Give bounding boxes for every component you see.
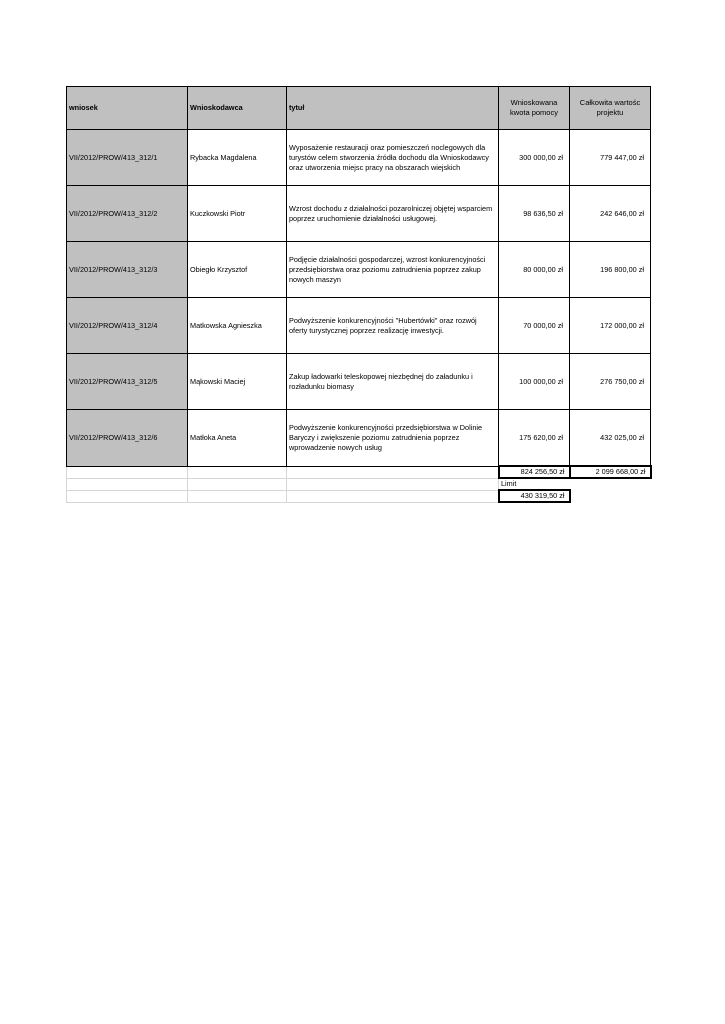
application-id: VII/2012/PROW/413_312/6 bbox=[67, 410, 188, 467]
application-id: VII/2012/PROW/413_312/4 bbox=[67, 298, 188, 354]
grant-applications-sheet bbox=[66, 86, 652, 503]
empty-cell bbox=[188, 490, 287, 502]
empty-cell bbox=[287, 466, 499, 478]
table-row bbox=[67, 130, 651, 186]
header-total-value: Całkowita wartośc projektu bbox=[570, 87, 651, 130]
requested-amount: 70 000,00 zł bbox=[499, 298, 570, 354]
table-row bbox=[67, 298, 651, 354]
limit-value: 430 319,50 zł bbox=[499, 490, 570, 502]
total-value-sum: 2 099 668,00 zł bbox=[570, 466, 651, 478]
total-value: 779 447,00 zł bbox=[570, 130, 651, 186]
total-value: 276 750,00 zł bbox=[570, 354, 651, 410]
project-title: Podwyższenie konkurencyjności "Hubertówki" oraz rozwój oferty turystycznej poprzez realizację inwestycji. bbox=[287, 298, 499, 354]
applicant-name: Kuczkowski Piotr bbox=[188, 186, 287, 242]
limit-label: Limit bbox=[499, 478, 570, 490]
requested-amount: 98 636,50 zł bbox=[499, 186, 570, 242]
empty-cell bbox=[67, 466, 188, 478]
total-value: 432 025,00 zł bbox=[570, 410, 651, 467]
table-row bbox=[67, 186, 651, 242]
total-value: 196 800,00 zł bbox=[570, 242, 651, 298]
requested-amount: 175 620,00 zł bbox=[499, 410, 570, 467]
limit-value-row bbox=[67, 490, 651, 502]
project-title: Podjęcie działalności gospodarczej, wzrost konkurencyjności przedsiębiorstwa oraz poziomu zatrudnienia poprzez zakup nowych maszyn bbox=[287, 242, 499, 298]
totals-row bbox=[67, 466, 651, 478]
application-id: VII/2012/PROW/413_312/1 bbox=[67, 130, 188, 186]
empty-cell bbox=[570, 478, 651, 490]
applicant-name: Rybacka Magdalena bbox=[188, 130, 287, 186]
project-title: Wyposażenie restauracji oraz pomieszczeń noclegowych dla turystów celem stworzenia źródła dochodu dla Wnioskodawcy oraz utworzenia miejsc pracy na obszarach wiejskich bbox=[287, 130, 499, 186]
project-title: Podwyższenie konkurencyjności przedsiębiorstwa w Dolinie Baryczy i zwiększenie poziomu zatrudnienia poprzez wprowadzenie nowych usług bbox=[287, 410, 499, 467]
project-title: Zakup ładowarki teleskopowej niezbędnej do załadunku i rozładunku biomasy bbox=[287, 354, 499, 410]
requested-amount: 80 000,00 zł bbox=[499, 242, 570, 298]
empty-cell bbox=[67, 478, 188, 490]
empty-cell bbox=[67, 490, 188, 502]
header-wniosek: wniosek bbox=[67, 87, 188, 130]
empty-cell bbox=[188, 478, 287, 490]
applicant-name: Matkowska Agnieszka bbox=[188, 298, 287, 354]
empty-cell bbox=[188, 466, 287, 478]
applicant-name: Obiegło Krzysztof bbox=[188, 242, 287, 298]
table-row bbox=[67, 242, 651, 298]
applications-table bbox=[66, 86, 652, 503]
application-id: VII/2012/PROW/413_312/2 bbox=[67, 186, 188, 242]
requested-amount: 100 000,00 zł bbox=[499, 354, 570, 410]
limit-label-row bbox=[67, 478, 651, 490]
header-requested-amount: Wnioskowana kwota pomocy bbox=[499, 87, 570, 130]
requested-amount-sum: 824 256,50 zł bbox=[499, 466, 570, 478]
table-row bbox=[67, 354, 651, 410]
empty-cell bbox=[570, 490, 651, 502]
table-row bbox=[67, 410, 651, 467]
application-id: VII/2012/PROW/413_312/5 bbox=[67, 354, 188, 410]
application-id: VII/2012/PROW/413_312/3 bbox=[67, 242, 188, 298]
requested-amount: 300 000,00 zł bbox=[499, 130, 570, 186]
applicant-name: Mąkowski Maciej bbox=[188, 354, 287, 410]
total-value: 172 000,00 zł bbox=[570, 298, 651, 354]
empty-cell bbox=[287, 490, 499, 502]
header-wnioskodawca: Wnioskodawca bbox=[188, 87, 287, 130]
header-row bbox=[67, 87, 651, 130]
project-title: Wzrost dochodu z działalności pozarolniczej objętej wsparciem poprzez uruchomienie działalności usługowej. bbox=[287, 186, 499, 242]
empty-cell bbox=[287, 478, 499, 490]
total-value: 242 646,00 zł bbox=[570, 186, 651, 242]
header-tytul: tytuł bbox=[287, 87, 499, 130]
applicant-name: Matłoka Aneta bbox=[188, 410, 287, 467]
